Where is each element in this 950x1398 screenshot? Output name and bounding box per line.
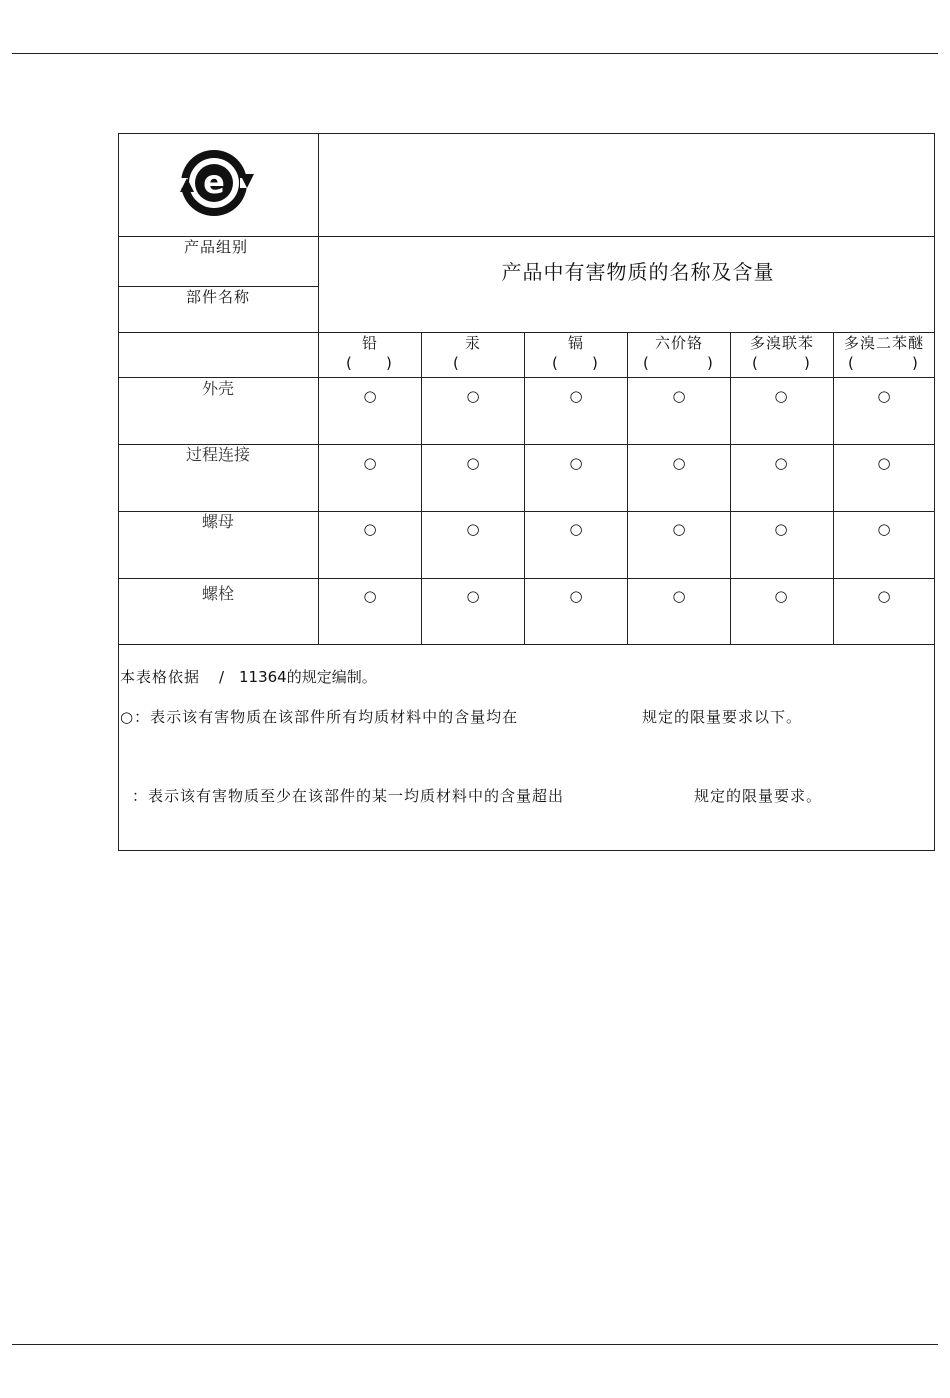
grid-line <box>524 332 525 644</box>
paren-open: ( <box>453 354 459 372</box>
grid-line <box>118 236 935 237</box>
page-bottom-rule <box>12 1344 938 1345</box>
compliance-mark: ○ <box>774 387 788 405</box>
basis-prefix: 本表格依据 <box>120 668 201 686</box>
compliance-mark: ○ <box>877 387 891 405</box>
paren-open: ( <box>346 354 352 372</box>
compliance-mark: ○ <box>466 520 480 538</box>
compliance-mark: ○ <box>569 520 583 538</box>
compliance-mark: ○ <box>672 387 686 405</box>
substance-header: 多溴二苯醚 <box>843 334 925 352</box>
compliance-mark: ○ <box>466 587 480 605</box>
compliance-mark: ○ <box>363 587 377 605</box>
grid-line <box>118 644 935 645</box>
substance-header: 六价铬 <box>654 334 704 352</box>
part-name-label: 部件名称 <box>185 288 251 306</box>
grid-line <box>421 332 422 644</box>
grid-line <box>118 511 935 512</box>
compliance-mark: ○ <box>569 454 583 472</box>
note-compliant-right: 规定的限量要求以下。 <box>642 708 803 726</box>
compliance-mark: ○ <box>877 587 891 605</box>
part-name: 过程连接 <box>185 445 251 464</box>
paren-close: ) <box>707 354 713 372</box>
part-name: 螺栓 <box>201 584 235 603</box>
logo-letter: e <box>203 163 225 201</box>
paren-close: ) <box>912 354 918 372</box>
grid-line <box>833 332 834 644</box>
compliance-mark: ○ <box>363 520 377 538</box>
part-name: 螺母 <box>201 512 235 531</box>
part-name: 外壳 <box>201 379 235 398</box>
compliance-mark: ○ <box>466 454 480 472</box>
environmental-protection-e-icon <box>176 148 256 218</box>
compliance-mark: ○ <box>672 520 686 538</box>
grid-line <box>730 332 731 644</box>
basis-slash: / <box>219 668 226 686</box>
grid-line <box>118 332 935 333</box>
compliance-mark: ○ <box>569 387 583 405</box>
compliance-mark: ○ <box>672 454 686 472</box>
basis-suffix: 11364的规定编制。 <box>239 668 377 686</box>
paren-close: ) <box>804 354 810 372</box>
paren-close: ) <box>592 354 598 372</box>
note-exceeds-right: 规定的限量要求。 <box>694 787 823 805</box>
substance-header: 镉 <box>567 334 585 352</box>
paren-open: ( <box>848 354 854 372</box>
note-compliant-left: ○：表示该有害物质在该部件所有均质材料中的含量均在 <box>120 708 519 726</box>
compliance-mark: ○ <box>672 587 686 605</box>
compliance-mark: ○ <box>363 387 377 405</box>
grid-line <box>118 286 318 287</box>
table-title: 产品中有害物质的名称及含量 <box>501 260 775 284</box>
compliance-mark: ○ <box>877 520 891 538</box>
grid-line <box>118 578 935 579</box>
compliance-mark: ○ <box>877 454 891 472</box>
compliance-mark: ○ <box>774 520 788 538</box>
substance-header: 铅 <box>361 334 379 352</box>
compliance-mark: ○ <box>466 387 480 405</box>
paren-open: ( <box>643 354 649 372</box>
paren-open: ( <box>552 354 558 372</box>
substance-header: 汞 <box>464 334 482 352</box>
grid-line <box>318 133 319 644</box>
product-group-label: 产品组别 <box>183 238 249 256</box>
grid-line <box>627 332 628 644</box>
note-exceeds-left: ：表示该有害物质至少在该部件的某一均质材料中的含量超出 <box>132 787 565 805</box>
compliance-mark: ○ <box>569 587 583 605</box>
compliance-mark: ○ <box>774 454 788 472</box>
substance-header: 多溴联苯 <box>749 334 815 352</box>
compliance-mark: ○ <box>363 454 377 472</box>
page-top-rule <box>12 53 938 54</box>
compliance-mark: ○ <box>774 587 788 605</box>
paren-open: ( <box>752 354 758 372</box>
paren-close: ) <box>386 354 392 372</box>
grid-line <box>118 377 935 378</box>
